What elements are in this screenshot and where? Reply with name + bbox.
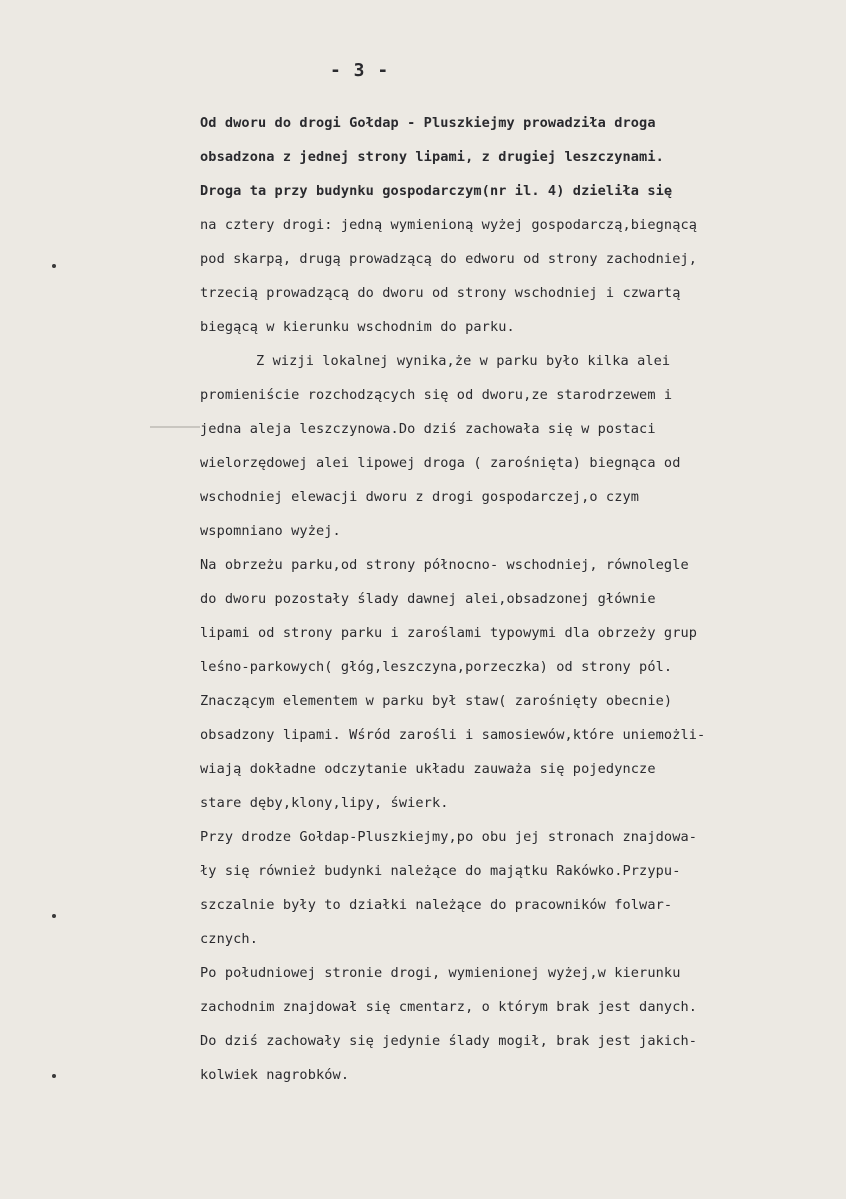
page-number: - 3 - [330, 60, 390, 81]
text-line: jedna aleja leszczynowa.Do dziś zachowała się w postaci [200, 421, 656, 437]
paper-smudge [150, 426, 200, 428]
text-line: Droga ta przy budynku gospodarczym(nr il. 4) dzieliła się [200, 183, 673, 199]
text-line: biegącą w kierunku wschodnim do parku. [200, 319, 515, 335]
typed-text-body [200, 106, 820, 1092]
text-line: wiają dokładne odczytanie układu zauważa się pojedyncze [200, 761, 656, 777]
text-line: kolwiek nagrobków. [200, 1067, 350, 1083]
text-line: ły się również budynki należące do majątku Rakówko.Przypu- [200, 863, 681, 879]
text-line: zachodnim znajdował się cmentarz, o którym brak jest danych. [200, 999, 698, 1015]
text-line: wspomniano wyżej. [200, 523, 341, 539]
text-line: Przy drodze Gołdap-Pluszkiejmy,po obu jej stronach znajdowa- [200, 829, 698, 845]
text-line: lipami od strony parku i zaroślami typowymi dla obrzeży grup [200, 625, 698, 641]
text-line: promieniście rozchodzących się od dworu,ze starodrzewem i [200, 387, 673, 403]
text-line: cznych. [200, 931, 258, 947]
text-line: na cztery drogi: jedną wymienioną wyżej gospodarczą,biegnącą [200, 217, 698, 233]
text-line: pod skarpą, drugą prowadzącą do edworu od strony zachodniej, [200, 251, 698, 267]
text-line: Znaczącym elementem w parku był staw( zarośnięty obecnie) [200, 693, 673, 709]
text-line: Po południowej stronie drogi, wymienionej wyżej,w kierunku [200, 965, 681, 981]
margin-mark [52, 1074, 56, 1078]
margin-mark [52, 264, 56, 268]
text-line: leśno-parkowych( głóg,leszczyna,porzeczka) od strony pól. [200, 659, 673, 675]
text-line: wschodniej elewacji dworu z drogi gospodarczej,o czym [200, 489, 640, 505]
margin-mark [52, 914, 56, 918]
text-line: do dworu pozostały ślady dawnej alei,obsadzonej głównie [200, 591, 656, 607]
text-line: obsadzony lipami. Wśród zarośli i samosiewów,które uniemożli- [200, 727, 706, 743]
text-line: wielorzędowej alei lipowej droga ( zarośnięta) biegnąca od [200, 455, 681, 471]
text-line: obsadzona z jednej strony lipami, z drugiej leszczynami. [200, 149, 664, 165]
text-line: trzecią prowadzącą do dworu od strony wschodniej i czwartą [200, 285, 681, 301]
text-line: szczalnie były to działki należące do pracowników folwar- [200, 897, 673, 913]
text-line: Z wizji lokalnej wynika,że w parku było kilka alei [256, 353, 671, 369]
text-line: Na obrzeżu parku,od strony północno- wschodniej, równolegle [200, 557, 689, 573]
text-line: Do dziś zachowały się jedynie ślady mogił, brak jest jakich- [200, 1033, 698, 1049]
text-line: stare dęby,klony,lipy, świerk. [200, 795, 449, 811]
text-line: Od dworu do drogi Gołdap - Pluszkiejmy prowadziła droga [200, 115, 656, 131]
